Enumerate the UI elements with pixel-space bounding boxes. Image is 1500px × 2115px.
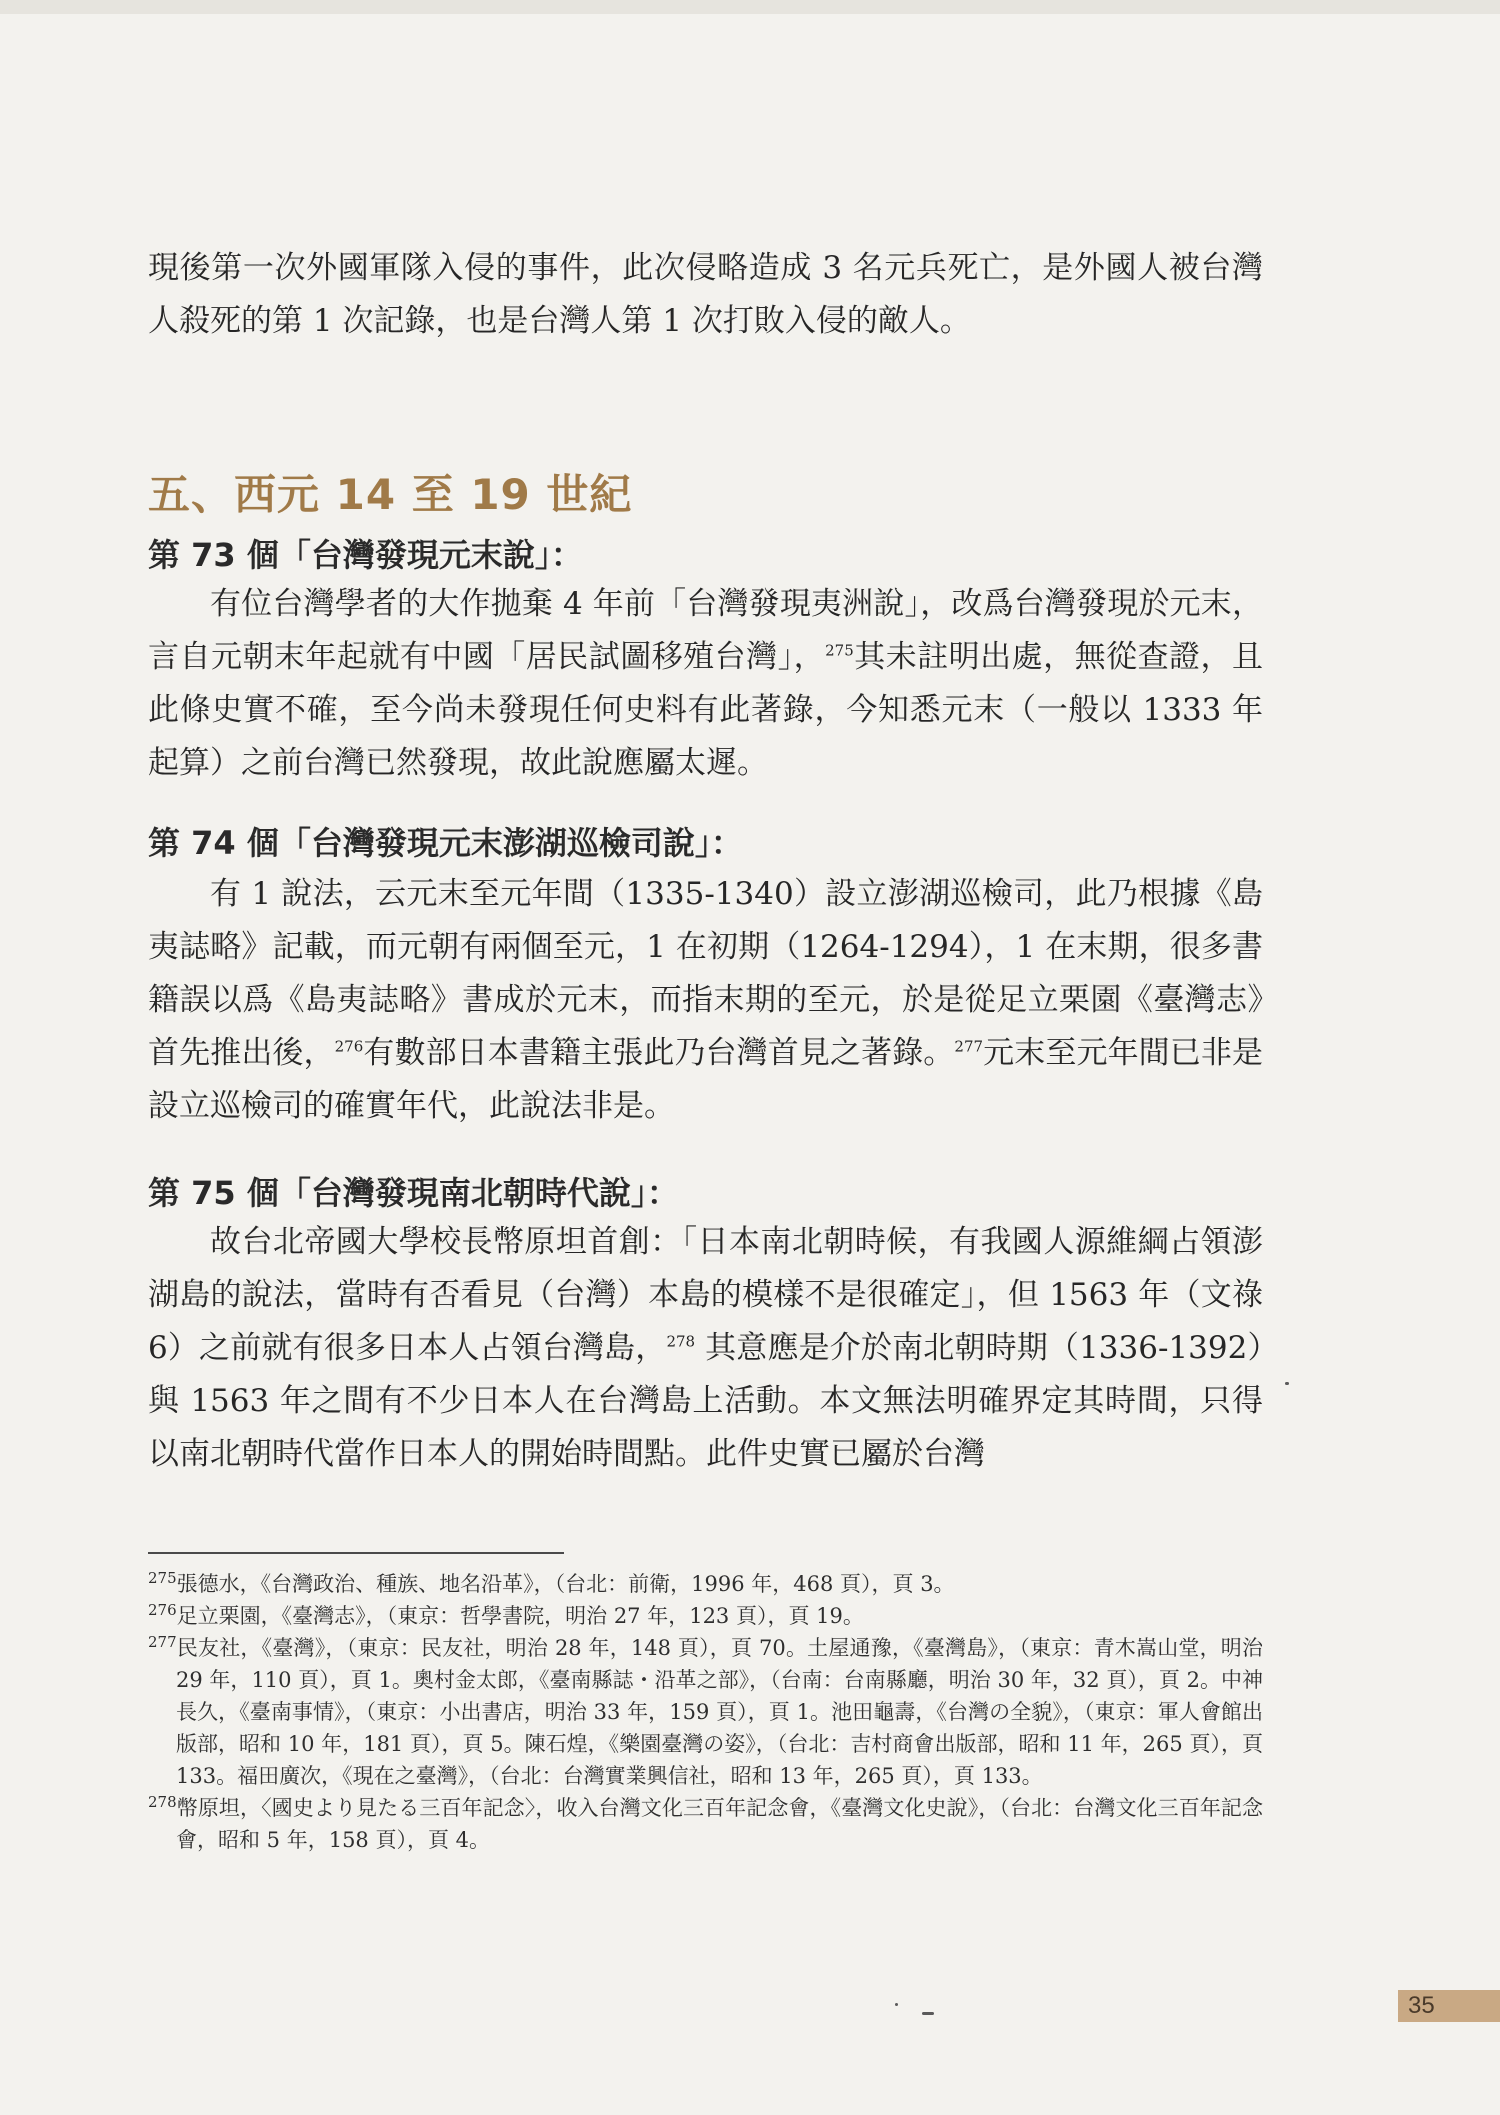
footnote-text: 張德水，《台灣政治、種族、地名沿革》，（台北：前衛，1996 年，468 頁），頁 3。	[176, 1572, 955, 1596]
item-74-text-a: 有 1 說法，云元末至元年間（1335-1340）設立澎湖巡檢司，此乃根據《島夷誌略》記載，而元朝有兩個至元，1 在初期（1264-1294），1 在末期，很多書籍誤以爲《島夷誌略》書成於元末，而指末期的至元，於是從足立栗園《臺灣志》首先推出後，	[148, 876, 1263, 1071]
item-75-text-b: 其意應是介於南北朝時期（1336-1392）與 1563 年之間有不少日本人在台灣島上活動。本文無法明確界定其時間，只得以南北朝時代當作日本人的開始時間點。此件史實已屬於台灣	[148, 1330, 1263, 1472]
footnote-ref-277: 277	[954, 1037, 984, 1056]
footnote	[148, 1632, 1263, 1792]
item-73-heading: 第 73 個「台灣發現元末說」：	[148, 536, 583, 574]
item-74-heading: 第 74 個「台灣發現元末澎湖巡檢司說」：	[148, 824, 743, 862]
footnotes	[148, 1568, 1263, 1856]
item-73-paragraph	[148, 578, 1263, 790]
item-73-text-b: 其未註明出處，無從查證，且此條史實不確，至今尚未發現任何史料有此著錄，今知悉元末（一般以 1333 年起算）之前台灣已然發現，故此說應屬太遲。	[148, 639, 1264, 781]
page-number: 35	[1398, 1990, 1500, 2022]
footnote-number: 275	[148, 1569, 177, 1587]
item-75-text-a: 故台北帝國大學校長幣原坦首創：「日本南北朝時候，有我國人源維綱占領澎湖島的說法，當時有否看見（台灣）本島的模樣不是很確定」，但 1563 年（文祿 6）之前就有很多日本人占領台灣島，	[148, 1224, 1263, 1366]
footnote-ref-275: 275	[825, 641, 854, 660]
footnote-divider	[148, 1552, 564, 1554]
footnote-ref-278: 278	[666, 1332, 696, 1351]
item-74-text-b: 有數部日本書籍主張此乃台灣首見之著錄。	[363, 1035, 955, 1071]
footnote-number: 277	[148, 1633, 177, 1651]
footnote-number: 278	[148, 1793, 177, 1811]
intro-paragraph: 現後第一次外國軍隊入侵的事件，此次侵略造成 3 名元兵死亡，是外國人被台灣人殺死的第 1 次記錄，也是台灣人第 1 次打敗入侵的敵人。	[148, 250, 1263, 339]
scan-speck	[895, 2003, 898, 2006]
scan-speck	[922, 2012, 934, 2015]
footnote-text: 民友社，《臺灣》，（東京：民友社，明治 28 年，148 頁），頁 70。土屋通豫，《臺灣島》，（東京：青木嵩山堂，明治 29 年，110 頁），頁 1。奧村金太郎，《臺南縣誌・沿革之部》，（台南：台南縣廳，明治 30 年，32 頁），頁 2。中神長久，《臺南事情》，（東京：小出書店，明治 33 年，159 頁），頁 1。池田龜壽，《台灣の全貌》，（東京：軍人會館出版部，昭和 10 年，181 頁），頁 5。陳石煌，《樂園臺灣の姿》，（台北：吉村商會出版部，昭和 11 年，265 頁），頁 133。福田廣次，《現在之臺灣》，（台北：台灣實業興信社，昭和 13 年，265 頁），頁 133。	[176, 1636, 1263, 1788]
item-75-heading: 第 75 個「台灣發現南北朝時代說」：	[148, 1174, 679, 1212]
footnote	[148, 1568, 1263, 1600]
footnote-number: 276	[148, 1601, 177, 1619]
footnote	[148, 1600, 1263, 1632]
footnote	[148, 1792, 1263, 1856]
item-74-paragraph	[148, 868, 1263, 1133]
item-75-paragraph	[148, 1216, 1263, 1481]
item-73-text-a: 有位台灣學者的大作拋棄 4 年前「台灣發現夷洲說」，改爲台灣發現於元末，言自元朝末年起就有中國「居民試圖移殖台灣」，	[148, 586, 1263, 675]
item-74-text-c: 元末至元年間已非是設立巡檢司的確實年代，此說法非是。	[148, 1035, 1264, 1124]
footnote-ref-276: 276	[334, 1037, 364, 1056]
scan-speck	[1285, 1382, 1289, 1385]
footnote-text: 足立栗園，《臺灣志》，（東京：哲學書院，明治 27 年，123 頁），頁 19。	[176, 1604, 864, 1628]
scan-top-edge	[0, 0, 1500, 14]
footnote-text: 幣原坦，〈國史より見たる三百年記念〉，收入台灣文化三百年記念會，《臺灣文化史說》，（台北：台灣文化三百年記念會，昭和 5 年，158 頁），頁 4。	[176, 1796, 1263, 1852]
section-title: 五、西元 14 至 19 世紀	[148, 470, 633, 519]
